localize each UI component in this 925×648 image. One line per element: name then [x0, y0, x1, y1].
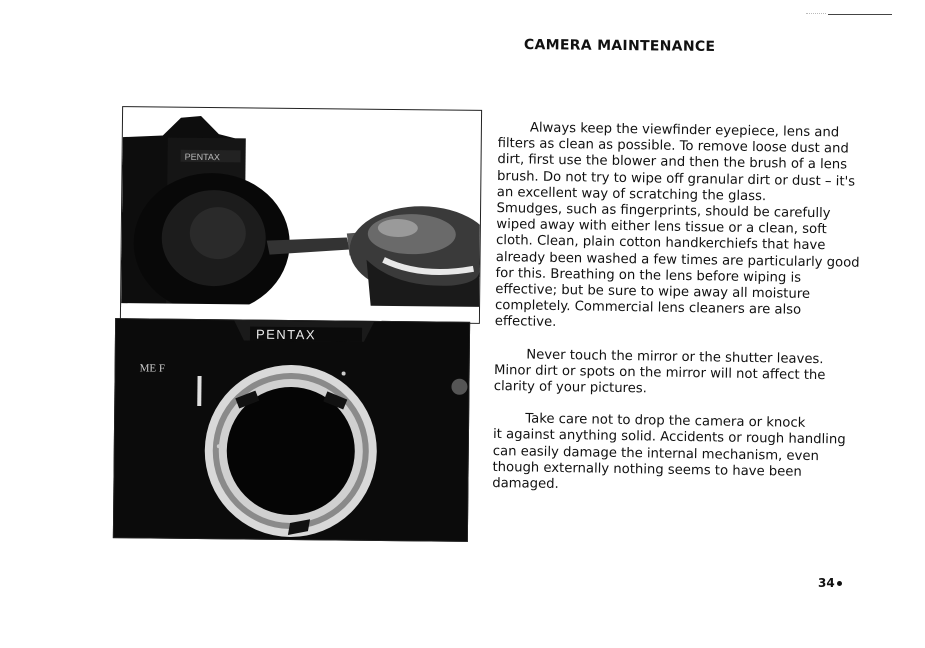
paragraph-body: filters as clean as possible. To remove loose dust and dirt, first use the blower and then the brush of a lens brush. Do not try to wipe off granular dirt or dust – it's an excellent way of scratching the glass.: [496, 136, 856, 205]
paragraph-body: Minor dirt or spots on the mirror will not affect the clarity of your pictures.: [493, 362, 826, 397]
body-text: [492, 120, 866, 498]
model-badge: ME F: [139, 362, 166, 375]
paragraph-first-line: Take care not to drop the camera or knock: [525, 411, 806, 432]
photo-camera-lens-mount: [113, 318, 470, 542]
paragraph-drop: [492, 411, 861, 498]
paragraph-keep-clean: [497, 120, 866, 207]
paragraph-body: Smudges, such as fingerprints, should be carefully wiped away with either lens tissue or a clean, soft cloth. Clean, plain cotton handkerchiefs that have already been washed a few times are particularly good for this. Breathing on the lens before wiping is effective; but be sure to wipe away all moisture completely. Commercial lens cleaners are also effective.: [494, 201, 860, 331]
camera-blower-illustration: [121, 107, 481, 323]
photo-camera-blower-brush: [120, 106, 482, 324]
page-number: [818, 576, 842, 590]
corner-dotted-mark: [806, 13, 826, 14]
paragraph-first-line: Never touch the mirror or the shutter leaves.: [526, 347, 824, 367]
paragraph-first-line: Always keep the viewfinder eyepiece, lens and: [529, 120, 840, 141]
paragraph-smudges: [495, 201, 865, 336]
camera-mount-illustration: [114, 319, 469, 541]
page-number-text: 34: [818, 576, 835, 590]
camera-prism-label: PENTAX: [184, 151, 220, 163]
page-title: CAMERA MAINTENANCE: [523, 37, 716, 56]
corner-rule: [828, 14, 892, 15]
pentax-brand-label: PENTAX: [255, 326, 317, 343]
bullet-icon: [837, 581, 842, 586]
paragraph-mirror: [494, 347, 863, 401]
paragraph-body: it against anything solid. Accidents or rough handling can easily damage the internal mechanism, even though externally nothing seems to have been damaged.: [492, 427, 846, 493]
